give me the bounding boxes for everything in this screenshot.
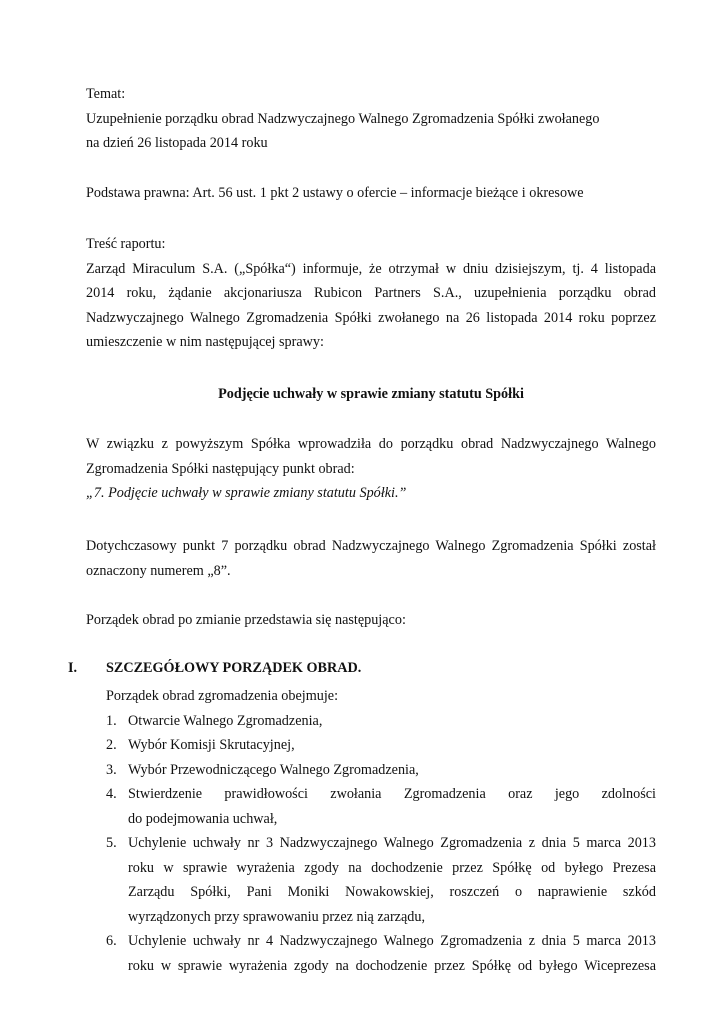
report-line-2: 2014 roku, żądanie akcjonariusza Rubicon Partners S.A., uzupełnienia porządku obrad xyxy=(86,285,656,301)
list-item-number: 6. xyxy=(106,933,117,949)
para2-line-2: Zgromadzenia Spółki następujący punkt obrad: xyxy=(86,460,355,477)
list-item xyxy=(106,929,656,978)
list-item xyxy=(106,709,656,734)
agenda-intro: Porządek obrad zgromadzenia obejmuje: xyxy=(106,688,339,704)
report-line-4: umieszczenie w nim następującej sprawy: xyxy=(86,334,324,350)
resolution-title: Podjęcie uchwały w sprawie zmiany statutu Spółki xyxy=(218,386,524,402)
list-item-text: do podejmowania uchwał, xyxy=(128,810,278,827)
list-item-text: wyrządzonych przy sprawowaniu przez nią zarządu, xyxy=(128,908,426,925)
para2-line-1: W związku z powyższym Spółka wprowadziła do porządku obrad Nadzwyczajnego Walnego xyxy=(86,436,656,452)
list-item-text: roku w sprawie wyrażenia zgody na dochodzenie przez Spółkę od byłego Prezesa xyxy=(128,859,656,876)
agenda-list xyxy=(106,684,656,978)
list-item xyxy=(106,831,656,929)
paragraph-agenda-change xyxy=(86,432,656,506)
list-item-number: 4. xyxy=(106,786,117,802)
topic-label: Temat: xyxy=(86,86,126,102)
list-item-text: Uchylenie uchwały nr 4 Nadzwyczajnego Walnego Zgromadzenia z dnia 5 marca 2013 xyxy=(128,933,656,949)
para2-quote: „7. Podjęcie uchwały w sprawie zmiany statutu Spółki.” xyxy=(86,485,407,501)
section-numeral: I. xyxy=(68,660,78,676)
list-item-text: Wybór Komisji Skrutacyjnej, xyxy=(128,737,295,753)
list-item xyxy=(106,758,656,783)
para3-line-2: oznaczony numerem „8”. xyxy=(86,562,231,579)
list-item-text: Uchylenie uchwały nr 3 Nadzwyczajnego Walnego Zgromadzenia z dnia 5 marca 2013 xyxy=(128,835,656,851)
list-item-text: roku w sprawie wyrażenia zgody na dochodzenie przez Spółkę od byłego Wiceprezesa xyxy=(128,957,656,974)
list-item-text: Zarządu Spółki, Pani Moniki Nowakowskiej, roszczeń o naprawienie szkód xyxy=(128,884,656,900)
topic-block xyxy=(86,82,656,156)
report-label: Treść raportu: xyxy=(86,236,166,252)
legal-basis: Podstawa prawna: Art. 56 ust. 1 pkt 2 ustawy o ofercie – informacje bieżące i okresowe xyxy=(86,185,584,201)
paragraph-agenda-intro: Porządek obrad po zmianie przedstawia się następująco: xyxy=(86,612,406,628)
report-block xyxy=(86,232,656,355)
report-line-3: Nadzwyczajnego Walnego Zgromadzenia Spółki zwołanego na 26 listopada 2014 roku poprzez xyxy=(86,309,656,326)
list-item-number: 2. xyxy=(106,737,117,753)
list-item xyxy=(106,733,656,758)
list-item-text: Wybór Przewodniczącego Walnego Zgromadzenia, xyxy=(128,761,419,778)
para3-line-1: Dotychczasowy punkt 7 porządku obrad Nadzwyczajnego Walnego Zgromadzenia Spółki został xyxy=(86,538,656,554)
list-item xyxy=(106,782,656,831)
list-item-text: Stwierdzenie prawidłowości zwołania Zgromadzenia oraz jego zdolności xyxy=(128,786,656,802)
report-line-1: Zarząd Miraculum S.A. („Spółka“) informuje, że otrzymał w dniu dzisiejszym, tj. 4 listopada xyxy=(86,260,656,277)
list-item-text: Otwarcie Walnego Zgromadzenia, xyxy=(128,712,323,729)
list-item-number: 5. xyxy=(106,835,117,851)
topic-line-1: Uzupełnienie porządku obrad Nadzwyczajnego Walnego Zgromadzenia Spółki zwołanego xyxy=(86,110,600,127)
section-title: SZCZEGÓŁOWY PORZĄDEK OBRAD. xyxy=(106,660,362,676)
paragraph-renumbering xyxy=(86,534,656,583)
list-item-number: 3. xyxy=(106,761,117,778)
list-item-number: 1. xyxy=(106,712,117,729)
topic-line-2: na dzień 26 listopada 2014 roku xyxy=(86,135,268,151)
